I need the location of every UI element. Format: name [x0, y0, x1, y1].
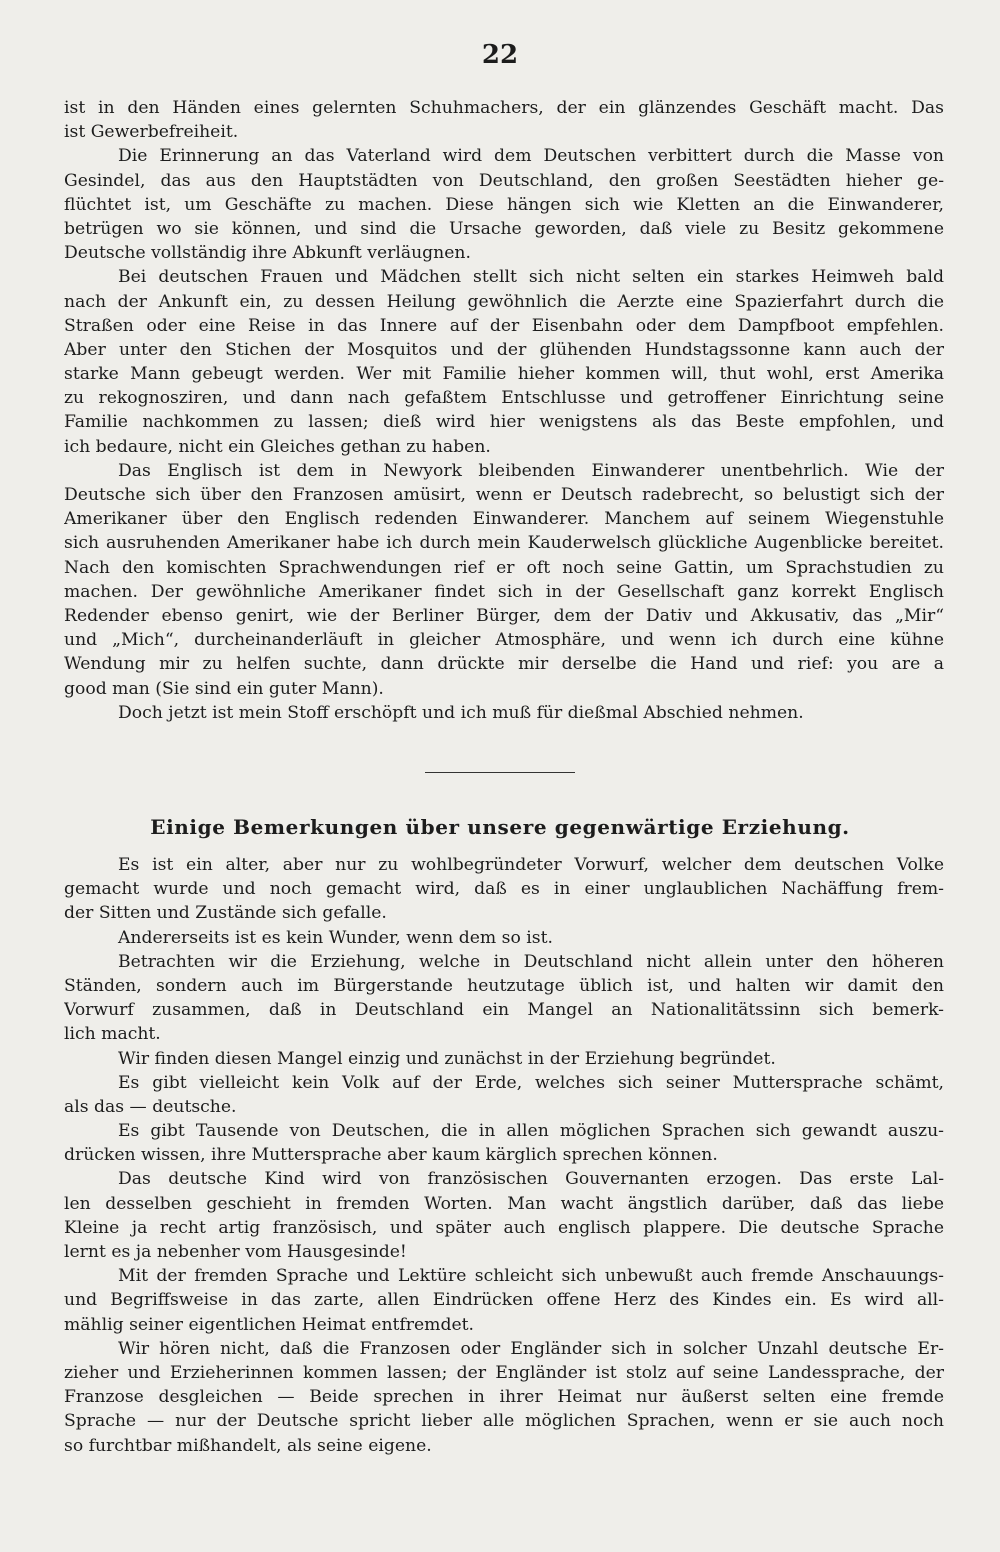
text-line: betrügen wo sie können, und sind die Ursache geworden, daß viele zu Besitz gekommene — [64, 218, 944, 239]
text-line: Straßen oder eine Reise in das Innere auf der Eisenbahn oder dem Dampfboot empfehlen. — [64, 315, 944, 336]
text-line: good man (Sie sind ein guter Mann). — [64, 678, 384, 699]
text-line: flüchtet ist, um Geschäfte zu machen. Diese hängen sich wie Kletten an die Einwanderer, — [64, 194, 944, 215]
page-number: 22 — [481, 40, 519, 70]
text-line: Andererseits ist es kein Wunder, wenn dem so ist. — [118, 927, 553, 948]
text-line: Das Englisch ist dem in Newyork bleibenden Einwanderer unentbehrlich. Wie der — [118, 460, 944, 481]
text-line: so furchtbar mißhandelt, als seine eigene. — [64, 1435, 432, 1456]
text-line: ist in den Händen eines gelernten Schuhmachers, der ein glänzendes Geschäft macht. Das — [64, 98, 944, 118]
text-line: Vorwurf zusammen, daß in Deutschland ein Mangel an Nationalitätssinn sich bemerk- — [64, 1000, 944, 1021]
text-line: Kleine ja recht artig französisch, und später auch englisch plappere. Die deutsche Sprache — [64, 1217, 944, 1238]
text-line: als das — deutsche. — [64, 1096, 237, 1117]
text-line: zu rekognosziren, und dann nach gefaßtem Entschlusse und getroffener Einrichtung seine — [64, 388, 944, 409]
text-line: Die Erinnerung an das Vaterland wird dem Deutschen verbittert durch die Masse von — [118, 146, 944, 167]
text-line: Familie nachkommen zu lassen; dieß wird hier wenigstens als das Beste empfohlen, und — [64, 412, 944, 433]
text-line: Doch jetzt ist mein Stoff erschöpft und ich muß für dießmal Abschied nehmen. — [118, 702, 804, 723]
text-line: ich bedaure, nicht ein Gleiches gethan zu haben. — [64, 436, 491, 457]
section-divider — [425, 772, 575, 773]
text-line: machen. Der gewöhnliche Amerikaner findet sich in der Gesellschaft ganz korrekt Englisch — [64, 581, 944, 602]
text-line: Nach den komischten Sprachwendungen rief er oft noch seine Gattin, um Sprachstudien zu — [64, 557, 944, 578]
previous-article-text — [64, 96, 944, 725]
text-line: ist Gewerbefreiheit. — [64, 122, 239, 143]
text-line: lich macht. — [64, 1024, 161, 1045]
text-line: Sprache — nur der Deutsche spricht lieber alle möglichen Sprachen, wenn er sie auch noch — [64, 1411, 944, 1432]
text-line: Deutsche vollständig ihre Abkunft verläugnen. — [64, 243, 471, 264]
text-line: zieher und Erzieherinnen kommen lassen; der Engländer ist stolz auf seine Landessprache, der — [64, 1362, 944, 1383]
text-line: und „Mich“, durcheinanderläuft in gleicher Atmosphäre, und wenn ich durch eine kühne — [64, 630, 944, 651]
text-line: Wendung mir zu helfen suchte, dann drückte mir derselbe die Hand und rief: you are a — [64, 654, 944, 675]
text-line: starke Mann gebeugt werden. Wer mit Familie hieher kommen will, thut wohl, erst Amerika — [64, 364, 944, 385]
article-body — [64, 853, 944, 1458]
text-line: len desselben geschieht in fremden Worten. Man wacht ängstlich darüber, daß das liebe — [64, 1193, 944, 1214]
text-line: Wir hören nicht, daß die Franzosen oder Engländer sich in solcher Unzahl deutsche Er- — [118, 1338, 944, 1359]
text-line: Das deutsche Kind wird von französischen Gouvernanten erzogen. Das erste Lal- — [118, 1169, 944, 1190]
text-line: lernt es ja nebenher vom Hausgesinde! — [64, 1242, 407, 1262]
text-line: der Sitten und Zustände sich gefalle. — [64, 903, 387, 924]
text-line: Es gibt Tausende von Deutschen, die in allen möglichen Sprachen sich gewandt auszu- — [118, 1121, 944, 1142]
text-line: sich ausruhenden Amerikaner habe ich durch mein Kauderwelsch glückliche Augenblicke bereitet. — [64, 533, 944, 554]
text-line: Wir finden diesen Mangel einzig und zunächst in der Erziehung begründet. — [118, 1048, 776, 1069]
article-heading: Einige Bemerkungen über unsere gegenwärtige Erziehung. — [150, 815, 850, 839]
text-line: Aber unter den Stichen der Mosquitos und der glühenden Hundstagssonne kann auch der — [64, 339, 944, 360]
text-line: Amerikaner über den Englisch redenden Einwanderer. Manchem auf seinem Wiegenstuhle — [64, 509, 944, 530]
text-line: nach der Ankunft ein, zu dessen Heilung gewöhnlich die Aerzte eine Spazierfahrt durch die — [64, 291, 944, 312]
text-line: Redender ebenso genirt, wie der Berliner Bürger, dem der Dativ und Akkusativ, das „Mir“ — [64, 605, 944, 626]
text-line: Ständen, sondern auch im Bürgerstande heutzutage üblich ist, und halten wir damit den — [64, 975, 944, 996]
text-line: Betrachten wir die Erziehung, welche in Deutschland nicht allein unter den höheren — [118, 951, 944, 972]
text-line: drücken wissen, ihre Muttersprache aber kaum kärglich sprechen können. — [64, 1145, 718, 1166]
text-line: Es gibt vielleicht kein Volk auf der Erde, welches sich seiner Muttersprache schämt, — [118, 1072, 944, 1093]
text-line: und Begriffsweise in das zarte, allen Eindrücken offene Herz des Kindes ein. Es wird all- — [64, 1290, 944, 1311]
text-line: gemacht wurde und noch gemacht wird, daß es in einer unglaublichen Nachäffung frem- — [64, 879, 944, 900]
text-line: Gesindel, das aus den Hauptstädten von Deutschland, den großen Seestädten hieher ge- — [64, 170, 944, 191]
text-line: mählig seiner eigentlichen Heimat entfremdet. — [64, 1314, 475, 1335]
text-line: Deutsche sich über den Franzosen amüsirt, wenn er Deutsch radebrecht, so belustigt sich der — [64, 485, 944, 505]
text-line: Mit der fremden Sprache und Lektüre schleicht sich unbewußt auch fremde Anschauungs- — [118, 1266, 944, 1287]
text-line: Es ist ein alter, aber nur zu wohlbegründeter Vorwurf, welcher dem deutschen Volke — [118, 855, 944, 875]
text-line: Franzose desgleichen — Beide sprechen in ihrer Heimat nur äußerst selten eine fremde — [64, 1387, 944, 1408]
text-line: Bei deutschen Frauen und Mädchen stellt sich nicht selten ein starkes Heimweh bald — [118, 267, 944, 288]
